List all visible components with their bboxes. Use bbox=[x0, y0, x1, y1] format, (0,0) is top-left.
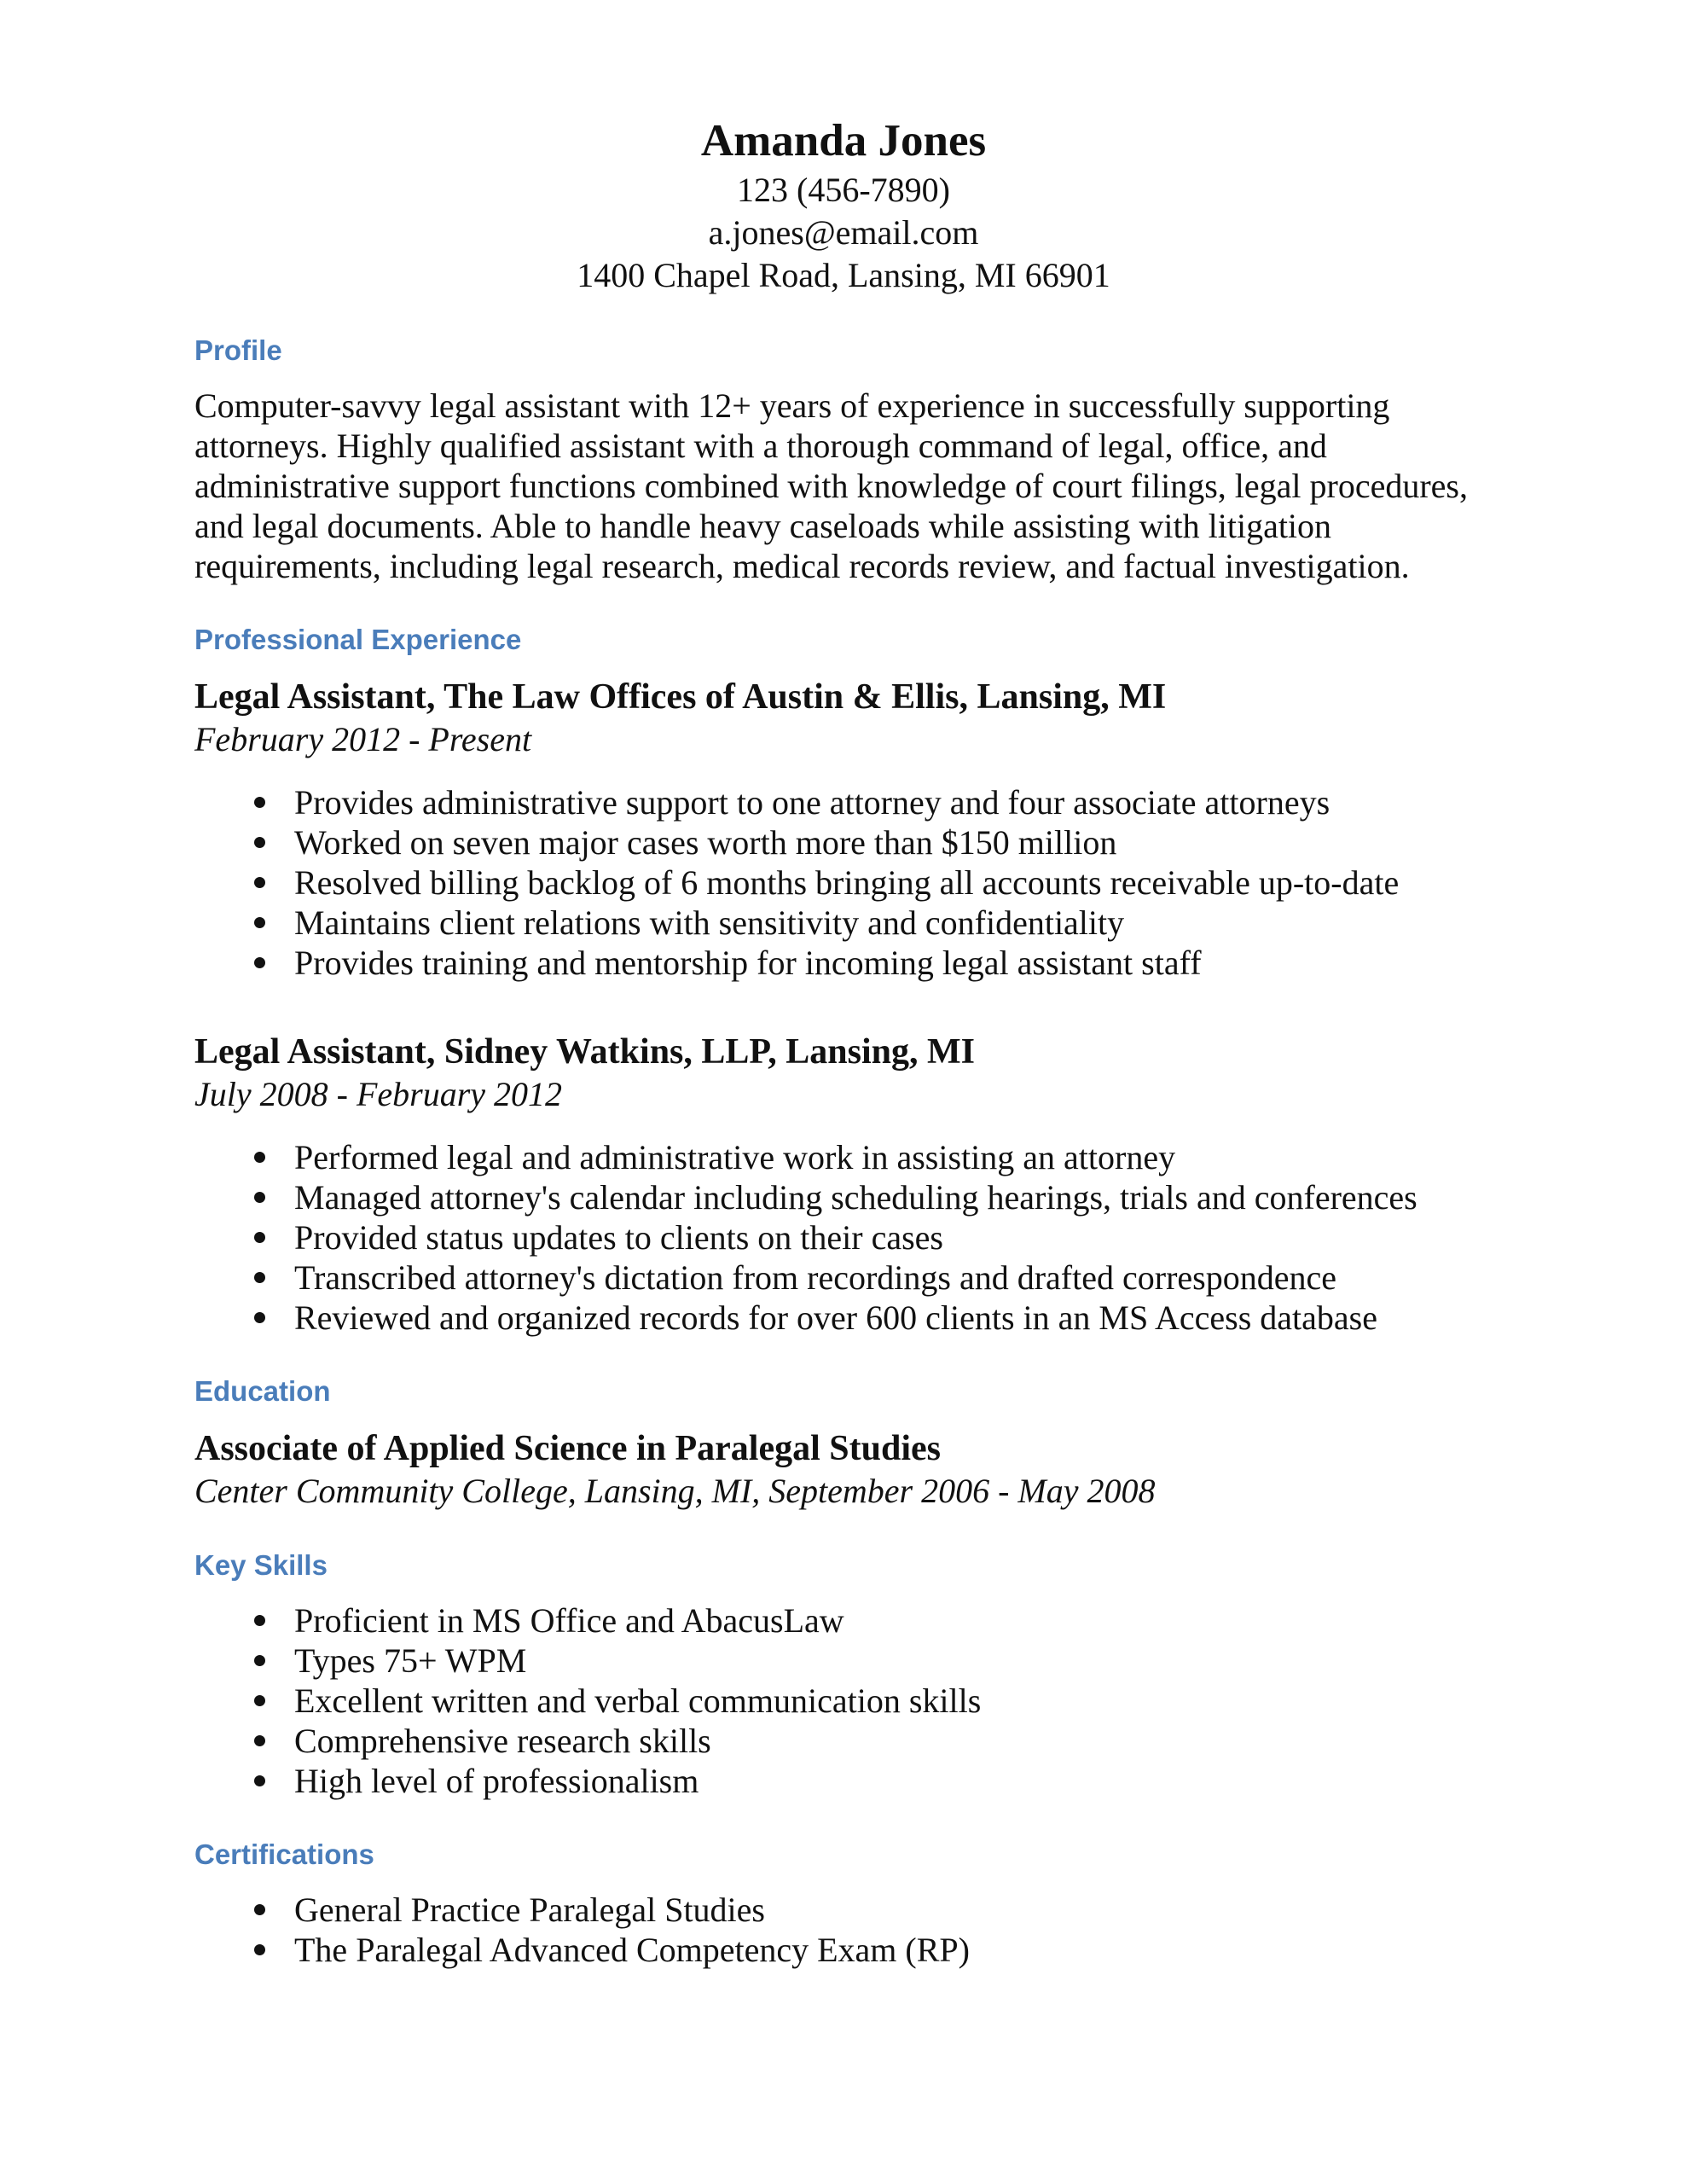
section-experience bbox=[194, 622, 1493, 1338]
profile-heading: Profile bbox=[194, 334, 282, 366]
job-entry bbox=[194, 675, 1493, 983]
skills-list bbox=[194, 1600, 1493, 1801]
job-dates: February 2012 - Present bbox=[194, 720, 532, 758]
job-bullet-list bbox=[194, 1137, 1493, 1338]
skill-item: Comprehensive research skills bbox=[294, 1721, 1493, 1761]
section-education bbox=[194, 1374, 1493, 1512]
section-certifications bbox=[194, 1837, 1493, 1970]
certifications-list bbox=[194, 1890, 1493, 1970]
certifications-heading: Certifications bbox=[194, 1838, 374, 1870]
profile-summary: Computer-savvy legal assistant with 12+ years of experience in successfully supporting attorneys. Highly qualified assistant with a thorough command of legal, office, and administrative support functions combined with knowledge of court filings, legal procedures, and legal documents. Able to handle heavy caseloads while assisting with litigation requirements, including legal research, medical records review, and factual investigation. bbox=[194, 386, 1468, 585]
job-bullet: Provides administrative support to one attorney and four associate attorneys bbox=[294, 782, 1493, 822]
job-bullet: Resolved billing backlog of 6 months bringing all accounts receivable up-to-date bbox=[294, 863, 1493, 903]
job-bullet-list bbox=[194, 782, 1493, 983]
job-bullet: Reviewed and organized records for over 600 clients in an MS Access database bbox=[294, 1298, 1493, 1338]
section-profile bbox=[194, 333, 1493, 586]
job-bullet: Managed attorney's calendar including scheduling hearings, trials and conferences bbox=[294, 1177, 1493, 1217]
candidate-phone: 123 (456-7890) bbox=[737, 171, 950, 209]
job-title: Legal Assistant, Sidney Watkins, LLP, Lansing, MI bbox=[194, 1032, 975, 1072]
job-bullet: Performed legal and administrative work in assisting an attorney bbox=[294, 1137, 1493, 1177]
certification-item: General Practice Paralegal Studies bbox=[294, 1890, 1493, 1930]
skill-item: Excellent written and verbal communication skills bbox=[294, 1681, 1493, 1721]
job-entry bbox=[194, 1030, 1493, 1338]
candidate-email: a.jones@email.com bbox=[708, 213, 979, 252]
job-bullet: Maintains client relations with sensitivity and confidentiality bbox=[294, 903, 1493, 943]
degree-title: Associate of Applied Science in Paralegal Studies bbox=[194, 1429, 941, 1468]
job-bullet: Provided status updates to clients on their cases bbox=[294, 1217, 1493, 1258]
job-dates: July 2008 - February 2012 bbox=[194, 1075, 563, 1113]
candidate-name: Amanda Jones bbox=[700, 116, 987, 166]
section-key-skills bbox=[194, 1548, 1493, 1801]
school-details: Center Community College, Lansing, MI, September 2006 - May 2008 bbox=[194, 1472, 1156, 1510]
key-skills-heading: Key Skills bbox=[194, 1549, 328, 1581]
job-bullet: Transcribed attorney's dictation from recordings and drafted correspondence bbox=[294, 1258, 1493, 1298]
job-title: Legal Assistant, The Law Offices of Austin & Ellis, Lansing, MI bbox=[194, 677, 1167, 717]
education-heading: Education bbox=[194, 1375, 331, 1407]
resume-header bbox=[194, 113, 1493, 297]
candidate-address: 1400 Chapel Road, Lansing, MI 66901 bbox=[577, 256, 1110, 294]
job-bullet: Worked on seven major cases worth more than $150 million bbox=[294, 822, 1493, 863]
skill-item: Proficient in MS Office and AbacusLaw bbox=[294, 1600, 1493, 1641]
skill-item: High level of professionalism bbox=[294, 1761, 1493, 1801]
certification-item: The Paralegal Advanced Competency Exam (RP) bbox=[294, 1930, 1493, 1970]
skill-item: Types 75+ WPM bbox=[294, 1641, 1493, 1681]
experience-heading: Professional Experience bbox=[194, 624, 522, 655]
job-bullet: Provides training and mentorship for incoming legal assistant staff bbox=[294, 943, 1493, 983]
